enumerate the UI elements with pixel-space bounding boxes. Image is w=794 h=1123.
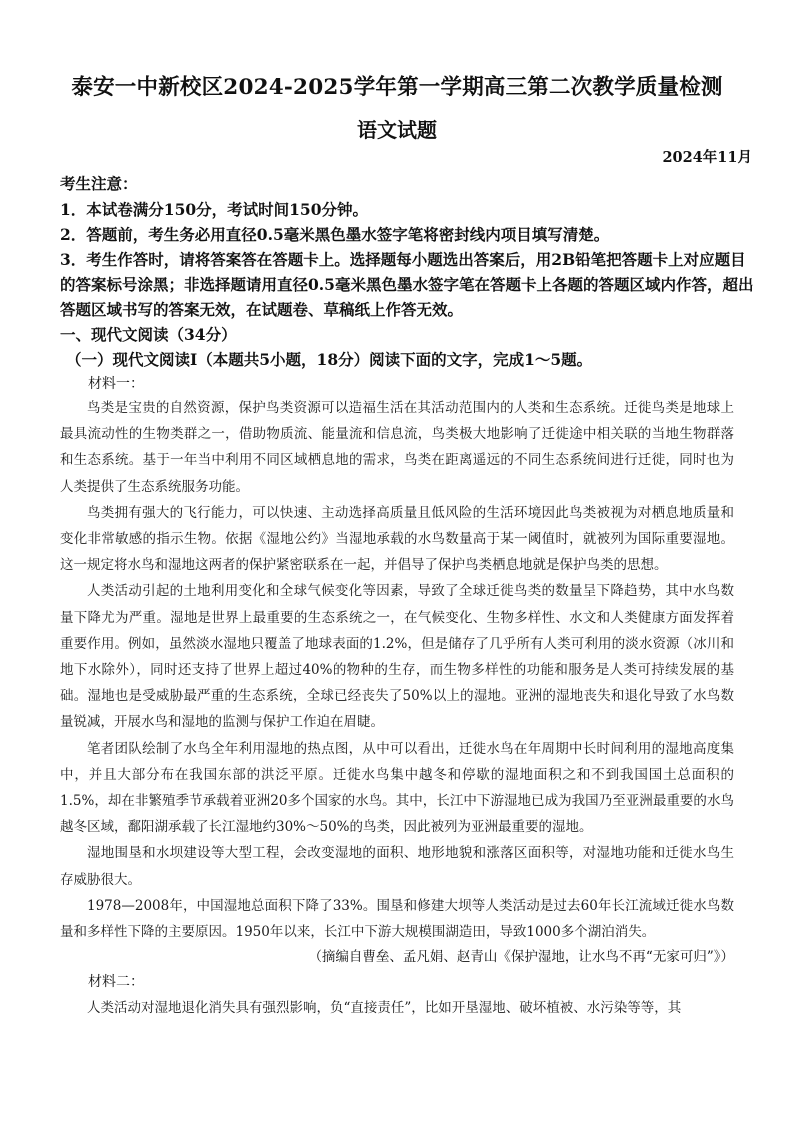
note-item-1: 1．本试卷满分150分，考试时间150分钟。: [60, 200, 368, 219]
paragraph: 鸟类是宝贵的自然资源，保护鸟类资源可以造福生活在其活动范围内的人类和生态系统。迁徙鸟类是地球上最具流动性的生物类群之一，借助物质流、能量流和信息流，鸟类极大地影响了迁徙途中相关联的当地生物群落和生态系统。基于一年当中利用不同区域栖息地的需求，鸟类在距离遥远的不同生态系统间进行迁徙，同时也为人类提供了生态系统服务功能。: [60, 400, 734, 495]
section-title: 一、现代文阅读（34分）: [60, 325, 237, 344]
material-two-body: [60, 995, 734, 1021]
paragraph: 鸟类拥有强大的飞行能力，可以快速、主动选择高质量且低风险的生活环境因此鸟类被视为对栖息地质量和变化非常敏感的指示生物。依据《湿地公约》当湿地承载的水鸟数量高于某一阈值时，就被列为国际重要湿地。这一规定将水鸟和湿地这两者的保护紧密联系在一起，并倡导了保护鸟类栖息地就是保护鸟类的思想。: [60, 504, 734, 574]
paragraph: 1978—2008年，中国湿地总面积下降了33%。围垦和修建大坝等人类活动是过去60年长江流域迁徙水鸟数量和多样性下降的主要原因。1950年以来，长江中下游大规模围湖造田，导致1000多个湖泊消失。: [60, 897, 734, 941]
exam-title: 泰安一中新校区2024-2025学年第一学期高三第二次教学质量检测: [71, 75, 723, 100]
paragraph: 湿地围垦和水坝建设等大型工程，会改变湿地的面积、地形地貌和涨落区面积等，对湿地功能和迁徙水鸟生存威胁很大。: [60, 845, 734, 888]
paragraph: 人类活动对湿地退化消失具有强烈影响，负“直接责任”，比如开垦湿地、破坏植被、水污染等等，其: [87, 1000, 682, 1016]
paragraph: 笔者团队绘制了水鸟全年利用湿地的热点图，从中可以看出，迁徙水鸟在年周期中长时间利用的湿地高度集中，并且大部分布在我国东部的洪泛平原。迁徙水鸟集中越冬和停歇的湿地面积之和不到我国国土总面积的1.5%，却在非繁殖季节承载着亚洲20多个国家的水鸟。其中，长江中下游湿地已成为我国乃至亚洲最重要的水鸟越冬区域，鄱阳湖承载了长江湿地约30%～50%的鸟类，因此被列为亚洲最重要的湿地。: [60, 740, 734, 836]
subsection-title: （一）现代文阅读Ⅰ（本题共5小题，18分）阅读下面的文字，完成1～5题。: [66, 350, 593, 369]
material-one-body: [60, 395, 734, 945]
material-one-source: （摘编自曹垒、孟凡娟、赵青山《保护湿地，让水鸟不再“无家可归”》）: [308, 949, 734, 965]
notes-heading: 考生注意：: [60, 174, 138, 193]
material-one-label: 材料一：: [88, 376, 144, 392]
material-two-label: 材料二：: [88, 974, 144, 990]
exam-subtitle: 语文试题: [357, 118, 437, 142]
note-item-3: 3．考生作答时，请将答案答在答题卡上。选择题每小题选出答案后，用2B铅笔把答题卡上对应题目的答案标号涂黑；非选择题请用直径0.5毫米黑色墨水签字笔在答题卡上各题的答题区域内作答，超出答题区域书写的答案无效，在试题卷、草稿纸上作答无效。: [60, 250, 754, 319]
exam-date: 2024年11月: [662, 149, 752, 166]
paragraph: 人类活动引起的土地利用变化和全球气候变化等因素，导致了全球迁徙鸟类的数量呈下降趋势，其中水鸟数量下降尤为严重。湿地是世界上最重要的生态系统之一，在气候变化、生物多样性、水文和人类健康方面发挥着重要作用。例如，虽然淡水湿地只覆盖了地球表面的1.2%，但是储存了几乎所有人类可利用的淡水资源（冰川和地下水除外），同时还支持了世界上超过40%的物种的生存，而生物多样性的功能和服务是人类可持续发展的基础。湿地也是受威胁最严重的生态系统，全球已经丧失了50%以上的湿地。亚洲的湿地丧失和退化导致了水鸟数量锐减，开展水鸟和湿地的监测与保护工作迫在眉睫。: [60, 583, 734, 731]
note-item-2: 2．答题前，考生务必用直径0.5毫米黑色墨水签字笔将密封线内项目填写清楚。: [60, 225, 610, 244]
